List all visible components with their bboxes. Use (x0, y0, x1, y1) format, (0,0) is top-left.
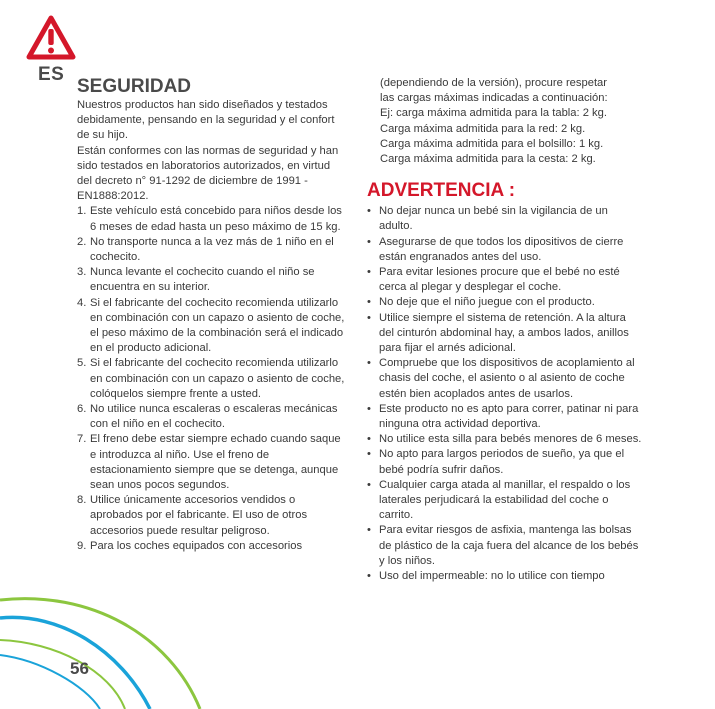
list-item-number: 9. (77, 539, 87, 552)
warning-item-text: Compruebe que los dispositivos de acoplamiento al chasis del coche, el asiento o al asiento de coche estén bien acoplados antes de usarlos. (379, 357, 635, 400)
continuation-line: (dependiendo de la versión), procure respetar (380, 77, 607, 89)
list-item (77, 204, 347, 234)
warning-item (367, 235, 642, 265)
list-item-text: No utilice nunca escaleras o escaleras mecánicas con el niño en el cochecito. (90, 403, 338, 431)
language-code: ES (38, 64, 65, 85)
bullet-icon: • (367, 357, 371, 370)
bullet-icon: • (367, 205, 371, 218)
bullet-icon: • (367, 311, 371, 324)
list-item-text: El freno debe estar siempre echado cuando saque e introduzca al niño. Use el freno de estacionamiento siempre que se detenga, aunque sean unos pocos segundos. (90, 433, 341, 492)
list-item-number: 6. (77, 403, 87, 416)
warning-item (367, 311, 642, 357)
list-item (77, 235, 347, 265)
list-item-number: 3. (77, 266, 87, 279)
warning-item-text: No utilice esta silla para bebés menores de 6 meses. (379, 433, 642, 446)
warning-triangle-icon (26, 15, 76, 61)
decorative-curves (0, 560, 715, 709)
left-column (77, 76, 347, 554)
warning-item (367, 432, 642, 447)
warning-item (367, 478, 642, 524)
intro-paragraph: Nuestros productos han sido diseñados y testados debidamente, pensando en la seguridad y el confort de su hijo. (77, 99, 335, 142)
list-item (77, 356, 347, 402)
warning-item-text: No apto para largos periodos de sueño, ya que el bebé podría sufrir daños. (379, 448, 625, 476)
warning-item-text: Cualquier carga atada al manillar, el respaldo o los laterales perjudicará la estabilidad del coche o carrito. (379, 478, 631, 522)
warning-item-text: Este producto no es apto para correr, patinar ni para ninguna otra actividad deportiva. (379, 402, 639, 431)
right-column (367, 76, 642, 584)
bullet-icon: • (367, 448, 371, 461)
bullet-icon: • (367, 402, 371, 415)
list-item (77, 265, 347, 295)
list-item-text: No transporte nunca a la vez más de 1 niño en el cochecito. (90, 235, 334, 264)
bullet-icon: • (367, 266, 371, 279)
warning-item-text: Utilice siempre el sistema de retención. A la altura del cinturón abdominal hay, a ambos lados, anillos para fijar el arnés adicional. (379, 311, 629, 355)
list-item (77, 493, 347, 539)
list-item-number: 1. (77, 205, 87, 218)
page-number: 56 (70, 659, 89, 678)
list-item (77, 402, 347, 432)
list-item (77, 432, 347, 493)
warning-item (367, 356, 642, 402)
list-item (77, 296, 347, 357)
list-item (77, 539, 347, 554)
continuation-line: Carga máxima admitida para la cesta: 2 kg. (380, 153, 596, 166)
bullet-icon: • (367, 235, 371, 248)
list-item-text: Este vehículo está concebido para niños desde los 6 meses de edad hasta un peso máximo de 15 kg. (90, 205, 342, 233)
list-item-text: Para los coches equipados con accesorios (90, 539, 303, 552)
advertencia-list (367, 204, 642, 584)
continuation-line: Carga máxima admitida para la red: 2 kg. (380, 122, 586, 135)
bullet-icon: • (367, 524, 371, 537)
list-item-text: Si el fabricante del cochecito recomienda utilizarlo en combinación con un capazo o asiento de coche, colóquelos siempre frente a usted. (90, 357, 345, 400)
continuation-line: Ej: carga máxima admitida para la tabla: 2 kg. (380, 107, 607, 120)
continuation-line: las cargas máximas indicadas a continuación: (380, 92, 608, 105)
seguridad-intro (77, 98, 347, 204)
bullet-icon: • (367, 296, 371, 309)
warning-item-text: Asegurarse de que todos los dipositivos de cierre están engranados antes del uso. (379, 235, 624, 263)
intro-paragraph: Están conformes con las normas de seguridad y han sido testados en laboratorios autorizados, en virtud del decreto n° 91-1292 de diciembre de 1991 - EN1888:2012. (77, 144, 339, 203)
section-title-advertencia: ADVERTENCIA : (367, 180, 516, 202)
list-item-number: 8. (77, 494, 87, 507)
warning-item-text: Para evitar lesiones procure que el bebé no esté cerca al plegar y desplegar el coche. (379, 266, 620, 294)
list-item-number: 7. (77, 433, 87, 446)
list-item-text: Utilice únicamente accesorios vendidos o aprobados por el fabricante. El uso de otros accesorios puede resultar peligroso. (90, 494, 308, 537)
list-item-number: 5. (77, 357, 87, 370)
list-item-number: 2. (77, 235, 87, 248)
section-title-seguridad: SEGURIDAD (77, 76, 192, 97)
seguridad-list (77, 204, 347, 554)
warning-item-text: No deje que el niño juegue con el producto. (379, 296, 595, 309)
warning-item-text: Uso del impermeable: no lo utilice con tiempo (379, 570, 605, 583)
list-item-text: Si el fabricante del cochecito recomienda utilizarlo en combinación con un capazo o asiento de coche, el peso máximo de la combinación será el indicado en el producto adicional. (90, 296, 345, 355)
bullet-icon: • (367, 570, 371, 583)
warning-item-text: Para evitar riesgos de asfixia, mantenga las bolsas de plástico de la caja fuera del alcance de los bebés y los niños. (379, 524, 639, 567)
list-item-number: 4. (77, 296, 87, 309)
warning-item (367, 447, 642, 477)
warning-item (367, 295, 642, 310)
seguridad-continuation (367, 76, 642, 167)
warning-item-text: No dejar nunca un bebé sin la vigilancia de un adulto. (379, 205, 608, 233)
warning-item (367, 402, 642, 432)
bullet-icon: • (367, 433, 371, 446)
bullet-icon: • (367, 478, 371, 491)
continuation-line: Carga máxima admitida para el bolsillo: 1 kg. (380, 137, 604, 150)
warning-item (367, 204, 642, 234)
list-item-text: Nunca levante el cochecito cuando el niño se encuentra en su interior. (90, 266, 315, 294)
warning-item (367, 265, 642, 295)
